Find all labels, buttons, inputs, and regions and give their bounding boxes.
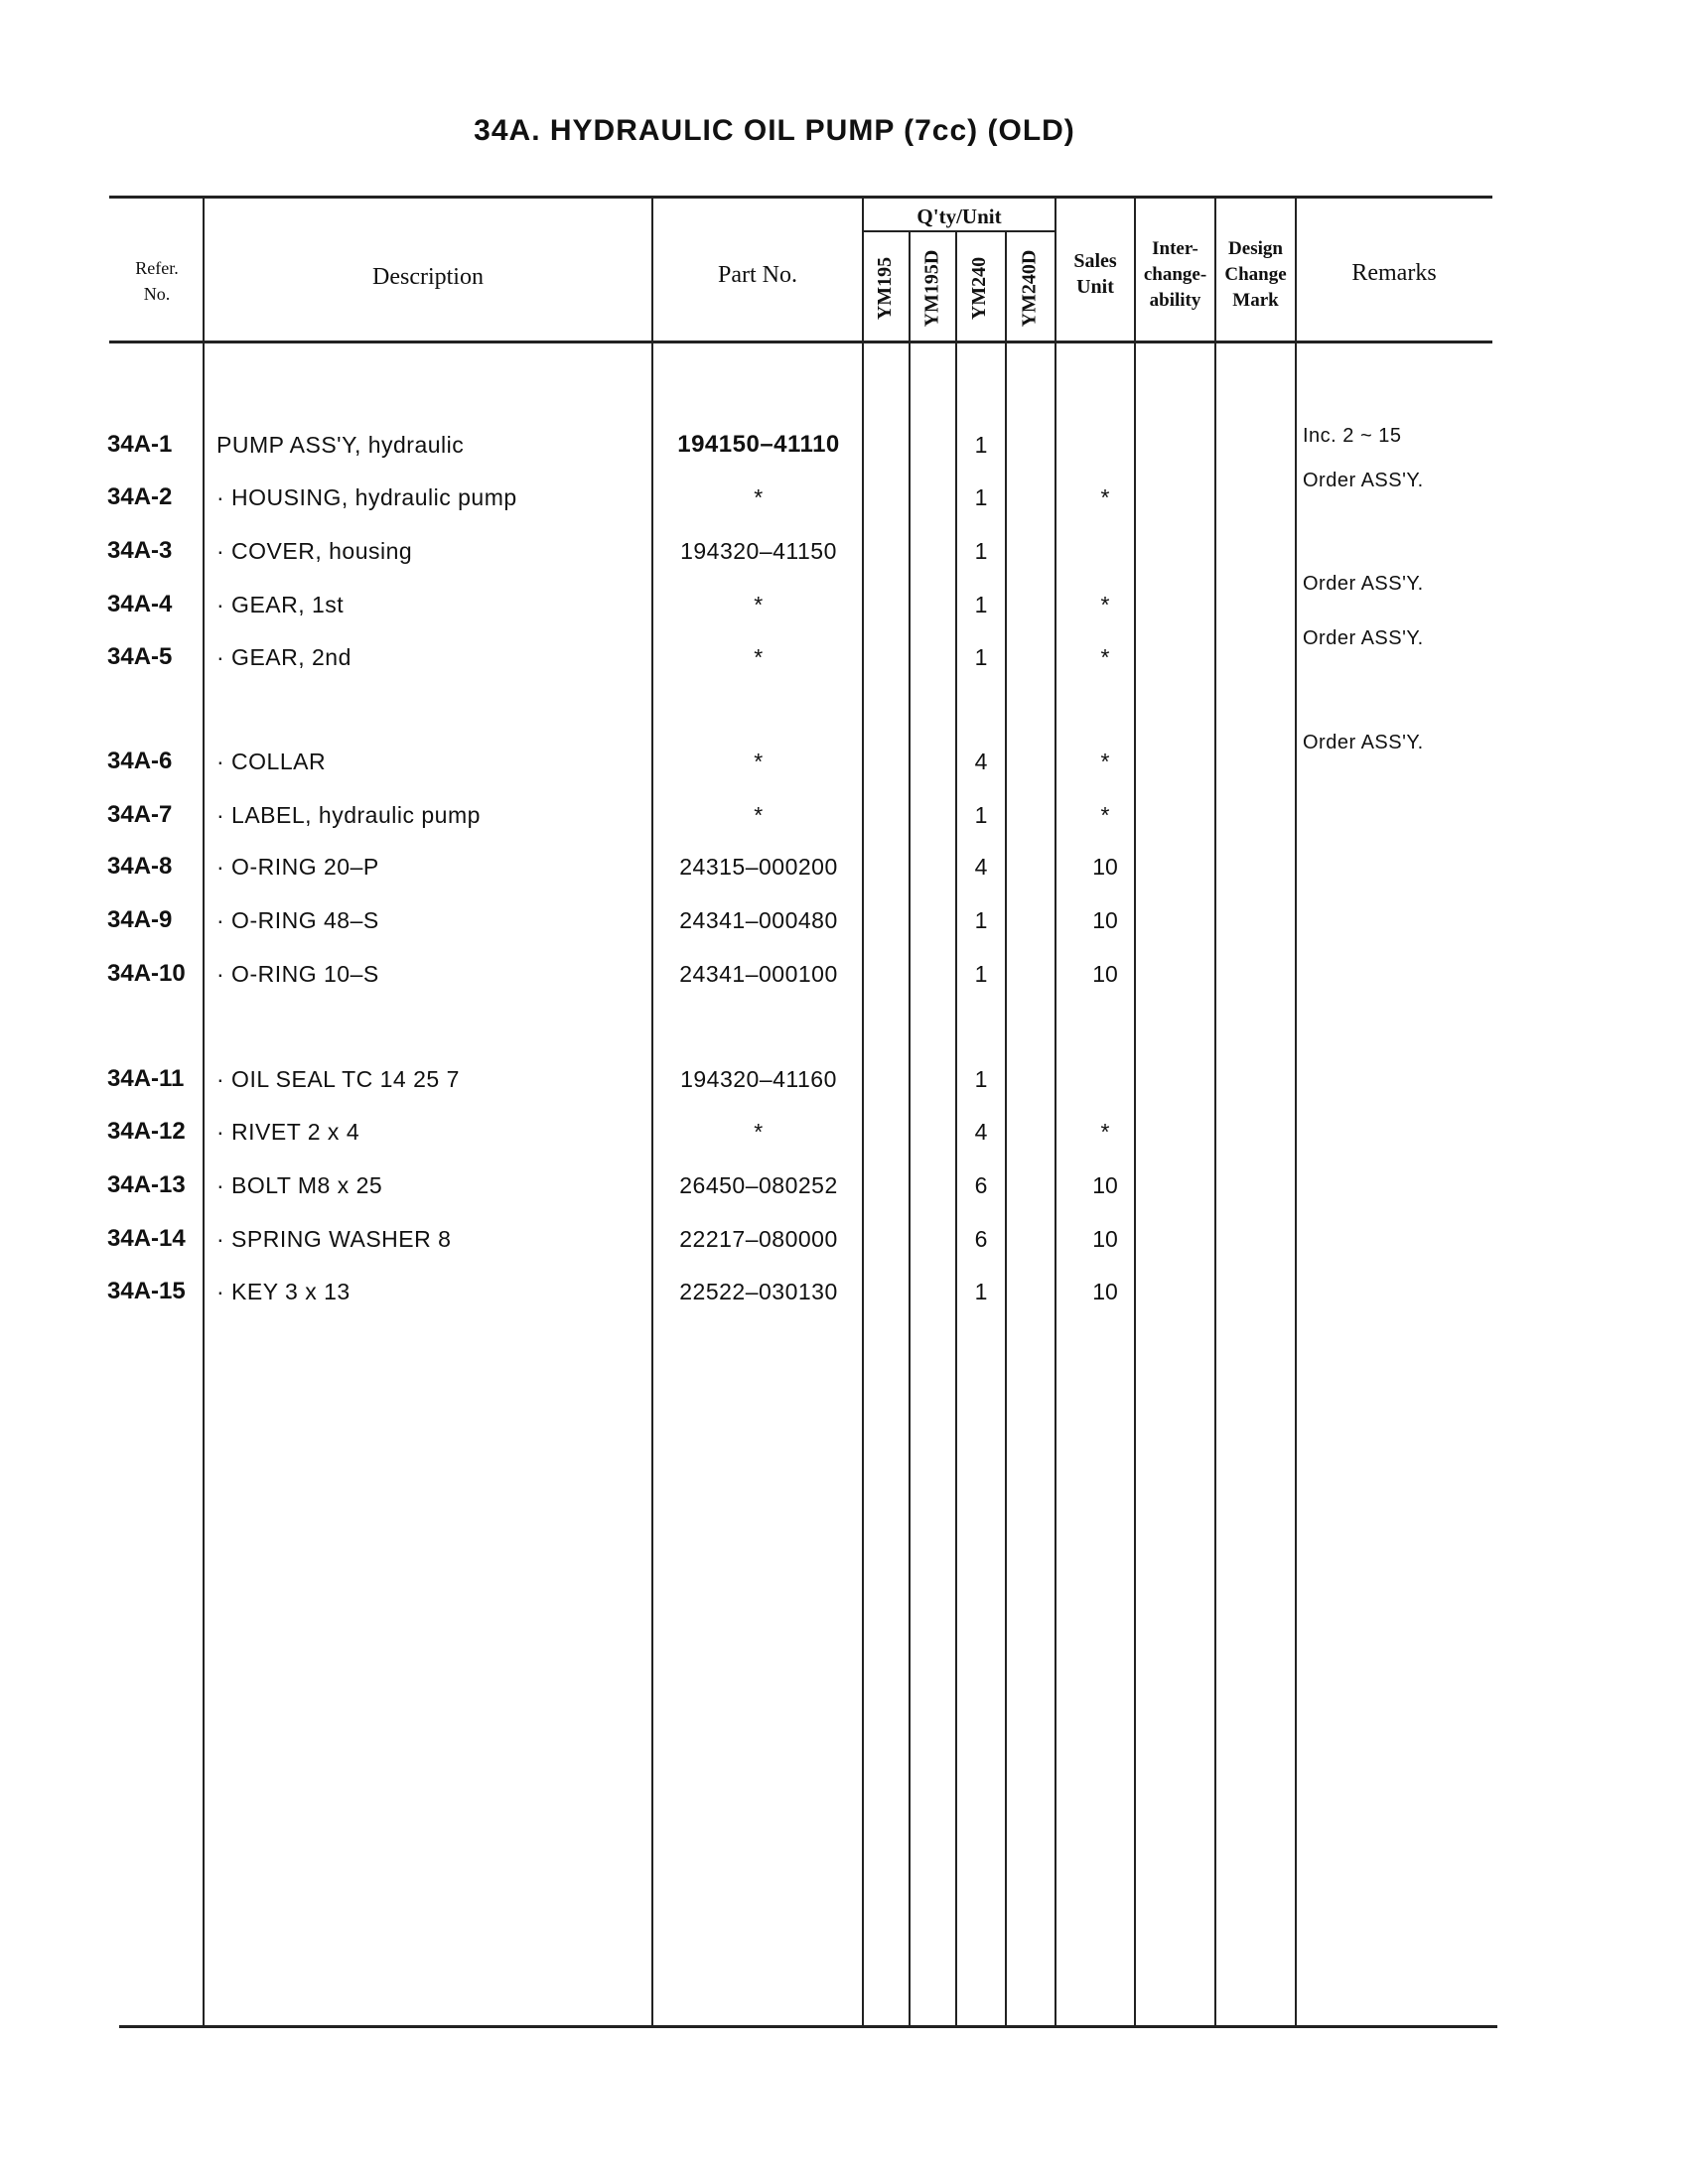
col-rule-ym240d — [1055, 199, 1056, 2025]
row-description: · LABEL, hydraulic pump — [216, 802, 481, 828]
row-sales-unit: 10 — [1092, 854, 1118, 880]
row-qty-ym240: 6 — [974, 1172, 988, 1198]
header-inter-line3: ability — [1149, 290, 1201, 311]
row-part-no: 194150–41110 — [677, 431, 840, 458]
header-refer — [111, 255, 203, 307]
header-design-line2: Change — [1224, 264, 1287, 285]
row-sales-unit — [1060, 536, 1150, 566]
header-inter-line1: Inter- — [1152, 238, 1198, 259]
remark-order-assy: Order ASS'Y. — [1303, 573, 1424, 595]
row-part-no: 24341–000480 — [679, 907, 838, 933]
row-ref: 34A-2 — [107, 483, 173, 510]
row-ref: 34A-4 — [107, 591, 173, 617]
row-sales-unit: 10 — [1092, 961, 1118, 987]
header-model-ym240d-label: YM240D — [1018, 249, 1041, 327]
row-sales-unit: 10 — [1092, 1172, 1118, 1198]
page-title: 34A. HYDRAULIC OIL PUMP (7cc) (OLD) — [474, 114, 1075, 147]
row-qty-ym240: 1 — [974, 592, 988, 617]
row-description: · GEAR, 1st — [216, 592, 345, 617]
row-ref: 34A-7 — [107, 801, 173, 828]
row-qty-ym240: 6 — [974, 1226, 988, 1252]
header-design-line3: Mark — [1232, 290, 1279, 311]
row-ref: 34A-9 — [107, 906, 173, 933]
header-design-change-mark — [1216, 236, 1295, 314]
row-part-no: 24315–000200 — [679, 854, 838, 880]
remark-order-assy: Order ASS'Y. — [1303, 470, 1424, 491]
row-qty-ym240: 1 — [974, 432, 988, 458]
row-part-no: 194320–41150 — [680, 538, 837, 564]
row-description: · HOUSING, hydraulic pump — [216, 484, 517, 510]
row-ref: 34A-8 — [107, 853, 173, 880]
header-remarks: Remarks — [1351, 260, 1437, 286]
row-sales-unit: * — [1100, 484, 1110, 510]
row-sales-unit — [1060, 1064, 1150, 1094]
remark-inc: Inc. 2 ~ 15 — [1303, 425, 1402, 447]
remark-order-assy: Order ASS'Y. — [1303, 732, 1424, 753]
header-inter-line2: change- — [1143, 264, 1207, 285]
row-part-no: * — [754, 1119, 764, 1145]
row-part-no: 22217–080000 — [679, 1226, 838, 1252]
row-description: · O-RING 20–P — [216, 854, 379, 880]
header-model-ym240d — [1008, 233, 1052, 342]
header-refer-line2: No. — [143, 284, 171, 304]
row-description: PUMP ASS'Y, hydraulic — [216, 432, 465, 458]
row-description: · KEY 3 x 13 — [216, 1279, 351, 1304]
header-model-ym195d-label: YM195D — [920, 249, 943, 327]
header-model-ym240-label: YM240 — [968, 256, 991, 320]
col-rule-desc — [651, 199, 653, 2025]
row-description: · COLLAR — [216, 749, 327, 774]
header-qty-unit: Q'ty/Unit — [916, 205, 1002, 228]
remark-order-assy: Order ASS'Y. — [1303, 627, 1424, 649]
row-sales-unit: * — [1100, 644, 1110, 670]
col-rule-ym195 — [909, 230, 911, 2025]
row-part-no: * — [754, 802, 764, 828]
row-qty-ym240: 1 — [974, 538, 988, 564]
row-part-no: * — [754, 644, 764, 670]
row-part-no: * — [754, 484, 764, 510]
header-description: Description — [372, 264, 484, 290]
row-sales-unit: * — [1100, 749, 1110, 774]
row-ref: 34A-10 — [107, 960, 186, 987]
row-ref: 34A-5 — [107, 643, 173, 670]
row-part-no: 26450–080252 — [679, 1172, 838, 1198]
row-qty-ym240: 4 — [974, 1119, 988, 1145]
header-model-ym240 — [958, 233, 1002, 342]
row-qty-ym240: 1 — [974, 1066, 988, 1092]
row-part-no: 24341–000100 — [679, 961, 838, 987]
row-sales-unit: * — [1100, 592, 1110, 617]
row-qty-ym240: 1 — [974, 961, 988, 987]
row-sales-unit: 10 — [1092, 1226, 1118, 1252]
table-bottom-rule — [119, 2025, 1497, 2028]
row-qty-ym240: 1 — [974, 907, 988, 933]
qty-subheader-rule — [862, 230, 1055, 232]
row-ref: 34A-6 — [107, 748, 173, 774]
row-sales-unit: 10 — [1092, 907, 1118, 933]
header-model-ym195-label: YM195 — [874, 256, 897, 320]
header-design-line1: Design — [1228, 238, 1283, 259]
row-part-no: 194320–41160 — [680, 1066, 837, 1092]
row-description: · GEAR, 2nd — [216, 644, 352, 670]
row-qty-ym240: 1 — [974, 484, 988, 510]
header-model-ym195 — [864, 233, 908, 342]
header-sales-line2: Unit — [1076, 276, 1114, 298]
row-sales-unit — [1060, 430, 1150, 460]
row-sales-unit: * — [1100, 802, 1110, 828]
row-sales-unit: 10 — [1092, 1279, 1118, 1304]
row-description: · O-RING 10–S — [216, 961, 379, 987]
row-qty-ym240: 4 — [974, 854, 988, 880]
row-ref: 34A-15 — [107, 1278, 186, 1304]
header-sales-unit — [1056, 248, 1134, 300]
row-description: · BOLT M8 x 25 — [216, 1172, 383, 1198]
col-rule-sales — [1134, 199, 1136, 2025]
row-ref: 34A-11 — [107, 1065, 185, 1092]
row-qty-ym240: 1 — [974, 644, 988, 670]
row-ref: 34A-1 — [107, 431, 173, 458]
row-ref: 34A-14 — [107, 1225, 186, 1252]
header-model-ym195d — [911, 233, 954, 342]
row-qty-ym240: 1 — [974, 1279, 988, 1304]
row-qty-ym240: 1 — [974, 802, 988, 828]
header-part-no: Part No. — [718, 262, 797, 288]
row-part-no: 22522–030130 — [679, 1279, 838, 1304]
col-rule-inter — [1214, 199, 1216, 2025]
header-refer-line1: Refer. — [135, 258, 179, 278]
row-description: · SPRING WASHER 8 — [216, 1226, 452, 1252]
row-description: · OIL SEAL TC 14 25 7 — [216, 1066, 460, 1092]
header-sales-line1: Sales — [1073, 250, 1117, 272]
row-description: · COVER, housing — [216, 538, 413, 564]
table-top-rule — [109, 196, 1492, 199]
col-rule-ref — [203, 199, 205, 2025]
row-description: · O-RING 48–S — [216, 907, 379, 933]
header-bottom-rule — [109, 341, 1492, 343]
row-ref: 34A-3 — [107, 537, 173, 564]
col-rule-part — [862, 199, 864, 2025]
row-part-no: * — [754, 592, 764, 617]
row-description: · RIVET 2 x 4 — [216, 1119, 360, 1145]
row-sales-unit: * — [1100, 1119, 1110, 1145]
row-ref: 34A-12 — [107, 1118, 186, 1145]
row-part-no: * — [754, 749, 764, 774]
row-qty-ym240: 4 — [974, 749, 988, 774]
col-rule-design — [1295, 199, 1297, 2025]
header-interchangeability — [1136, 236, 1214, 314]
row-ref: 34A-13 — [107, 1171, 186, 1198]
